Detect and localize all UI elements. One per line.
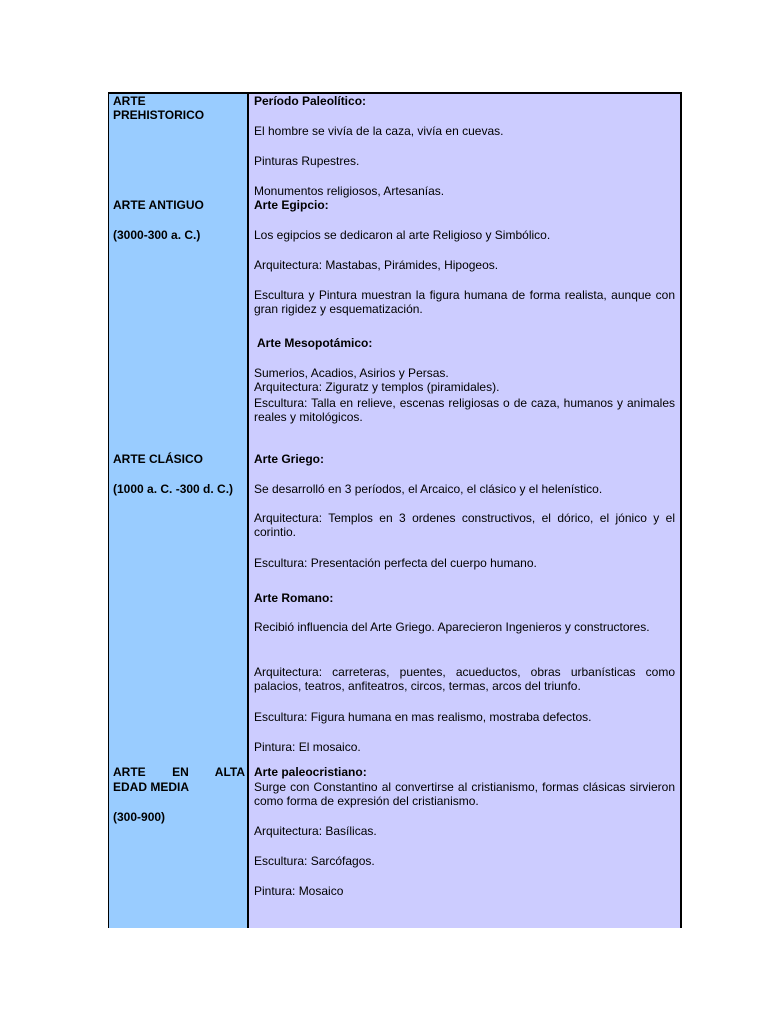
romano-text-1: Recibió influencia del Arte Griego. Aparecieron Ingenieros y constructores. [254,620,650,634]
griego-text-3: Escultura: Presentación perfecta del cuerpo humano. [254,556,537,570]
paleocristiano-text-2: Arquitectura: Basílicas. [254,824,377,838]
period-clasico: ARTE CLÁSICO [113,452,203,466]
period-clasico-dates: (1000 a. C. -300 d. C.) [113,482,234,496]
description-column [249,94,680,928]
paleocristiano-text-1: Surge con Constantino al convertirse al cristianismo, formas clásicas sirvieron como forma de expresión del cristianismo. [254,780,675,808]
period-prehistorico: ARTE PREHISTORICO [113,94,205,122]
period-alta-edad-dates: (300-900) [113,810,166,824]
mesopotamico-text-2: Arquitectura: Ziguratz y templos (piramidales). [254,380,500,394]
mesopotamico-text-1: Sumerios, Acadios, Asirios y Persas. [254,366,449,380]
paleolitico-text-1: El hombre se vivía de la caza, vivía en cuevas. [254,124,504,138]
mesopotamico-text-3: Escultura: Talla en relieve, escenas religiosas o de caza, humanos y animales reales y mitológicos. [254,396,675,424]
paleolitico-text-3: Monumentos religiosos, Artesanías. [254,184,445,198]
period-alta-edad-line1: ARTE EN ALTA [113,765,245,779]
romano-text-3: Escultura: Figura humana en mas realismo, mostraba defectos. [254,710,592,724]
paleocristiano-heading: Arte paleocristiano: [254,765,367,779]
romano-text-4: Pintura: El mosaico. [254,740,361,754]
period-antiguo: ARTE ANTIGUO [113,198,204,212]
paleocristiano-text-4: Pintura: Mosaico [254,884,344,898]
period-column [109,94,249,928]
griego-text-2: Arquitectura: Templos en 3 ordenes constructivos, el dórico, el jónico y el corintio. [254,511,675,539]
mesopotamico-heading: Arte Mesopotámico: [257,336,373,350]
egipcio-heading: Arte Egipcio: [254,198,329,212]
griego-heading: Arte Griego: [254,452,325,466]
egipcio-text-2: Arquitectura: Mastabas, Pirámides, Hipogeos. [254,258,499,272]
romano-heading: Arte Romano: [254,591,334,605]
period-antiguo-dates: (3000-300 a. C.) [113,228,201,242]
egipcio-text-1: Los egipcios se dedicaron al arte Religioso y Simbólico. [254,228,551,242]
paleolitico-text-2: Pinturas Rupestres. [254,154,360,168]
paleolitico-heading: Período Paleolítico: [254,94,367,108]
paleocristiano-text-3: Escultura: Sarcófagos. [254,854,375,868]
griego-text-1: Se desarrolló en 3 períodos, el Arcaico, el clásico y el helenístico. [254,482,603,496]
romano-text-2: Arquitectura: carreteras, puentes, acueductos, obras urbanísticas como palacios, teatros, anfiteatros, circos, termas, arcos del triunfo. [254,665,675,693]
art-history-table [108,92,682,928]
period-alta-edad-line2: EDAD MEDIA [113,780,190,794]
egipcio-text-3: Escultura y Pintura muestran la figura humana de forma realista, aunque con gran rigidez y esquematización. [254,288,675,316]
